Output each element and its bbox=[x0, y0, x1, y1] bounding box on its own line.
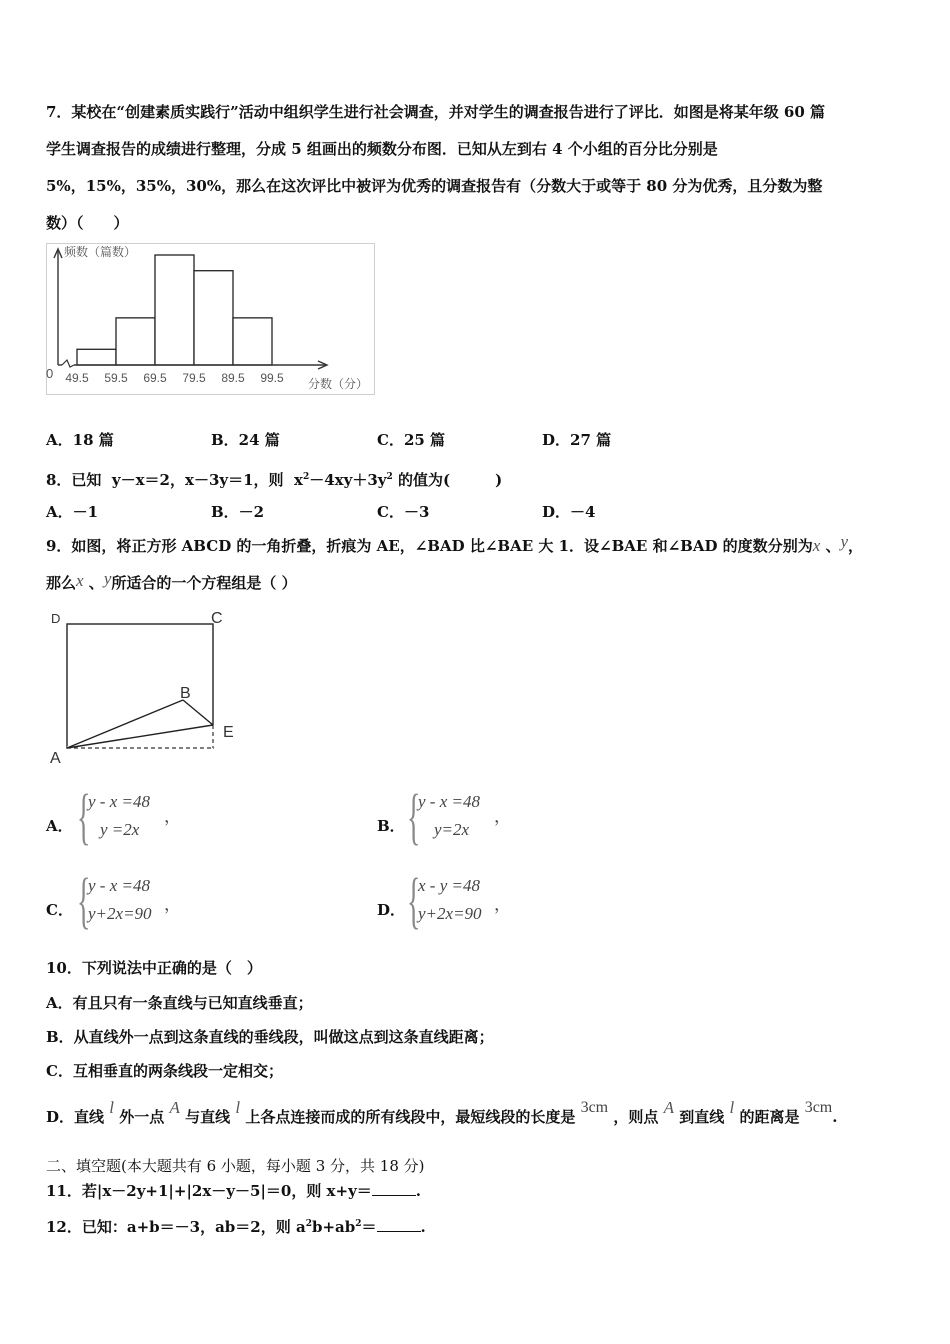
x-tick-label: 69.5 bbox=[143, 371, 167, 385]
q9-option-b-label: B． bbox=[377, 817, 405, 835]
x-tick-label: 59.5 bbox=[104, 371, 128, 385]
label-a: A bbox=[50, 750, 61, 767]
q11: 11．若|x－2y+1|+|2x－y－5|＝0，则 x+y＝ . bbox=[46, 1182, 422, 1200]
histogram-bar-89.5-99.5 bbox=[233, 318, 272, 365]
q9-option-c-brace: { bbox=[77, 867, 91, 935]
x-axis-label: 分数（分） bbox=[308, 377, 369, 391]
label-d: D bbox=[51, 611, 61, 626]
label-b: B bbox=[180, 685, 191, 702]
section-2-heading: 二、填空题(本大题共有 6 小题，每小题 3 分，共 18 分) bbox=[46, 1157, 425, 1175]
q9-option-c-eq2: y+2x=90 bbox=[88, 904, 152, 923]
x-tick-label: 99.5 bbox=[260, 371, 284, 385]
q12: 12．已知：a+b＝－3，ab＝2，则 $a^2b+ab^2=$ . bbox=[46, 1218, 426, 1236]
fold-line-ae bbox=[67, 725, 213, 748]
x-tick-label: 89.5 bbox=[221, 371, 245, 385]
axis-break bbox=[62, 360, 74, 367]
q10-option-c: C．互相垂直的两条线段一定相交； bbox=[46, 1062, 283, 1080]
x-tick-label: 79.5 bbox=[182, 371, 206, 385]
q10-option-d: D．直线 l 外一点 A 与直线 l 上各点连接而成的所有线段中，最短线段的长度是 3cm ，则点 A 到直线 l 的距离是 3cm. bbox=[46, 1098, 838, 1126]
histogram-bar-69.5-79.5 bbox=[155, 255, 194, 365]
q9-option-b-eq1: y - x =48 bbox=[418, 792, 480, 811]
q7-option-a: A．18 篇 bbox=[46, 431, 114, 449]
y-axis-label: 频数（篇数） bbox=[64, 245, 137, 259]
q7-line3: 5%，15%，35%，30%，那么在这次评比中被评为优秀的调查报告有（分数大于或等于 80 分为优秀，且分数为整 bbox=[46, 177, 823, 195]
q8-option-b: B．－2 bbox=[211, 503, 265, 521]
q7-line2: 学生调查报告的成绩进行整理，分成 5 组画出的频数分布图．已知从左到右 4 个小组的百分比分别是 bbox=[46, 140, 718, 158]
q9-option-d-eq1: x - y =48 bbox=[418, 876, 480, 895]
q9-option-c-tail: ， bbox=[164, 895, 181, 914]
histogram-bar-79.5-89.5 bbox=[194, 271, 233, 365]
q11-answer-blank[interactable] bbox=[372, 1181, 416, 1196]
q9-line2: 那么x 、y所适合的一个方程组是（ ） bbox=[46, 569, 297, 592]
q7-option-c: C．25 篇 bbox=[377, 431, 446, 449]
q12-answer-blank[interactable] bbox=[377, 1217, 421, 1232]
q10-option-a: A．有且只有一条直线与已知直线垂直； bbox=[46, 994, 313, 1012]
square-outline bbox=[67, 624, 213, 748]
q9-line1: 9．如图，将正方形 ABCD 的一角折叠，折痕为 AE，∠BAD 比∠BAE 大 1．设∠BAE 和∠BAD 的度数分别为x 、y， bbox=[46, 532, 864, 555]
q9-option-d-tail: ， bbox=[494, 895, 511, 914]
q9-option-b-tail: ， bbox=[494, 807, 511, 826]
q8-option-c: C．－3 bbox=[377, 503, 430, 521]
q9-option-d-eq2: y+2x=90 bbox=[418, 904, 482, 923]
label-e: E bbox=[223, 724, 234, 741]
q9-option-a-eq1: y - x =48 bbox=[88, 792, 150, 811]
folded-square-figure bbox=[46, 604, 246, 768]
q9-option-a-tail: ， bbox=[164, 807, 181, 826]
q9-option-a-label: A． bbox=[46, 817, 73, 835]
q8-stem: 8．已知 y－x＝2，x－3y＝1，则 $x^2-4xy+3y^2$ 的值为( ) bbox=[46, 471, 503, 489]
frequency-histogram bbox=[46, 243, 376, 396]
origin-label: 0 bbox=[46, 366, 54, 381]
histogram-bar-49.5-59.5 bbox=[77, 349, 116, 365]
q9-option-b-eq2: y=2x bbox=[434, 820, 470, 839]
segment-be bbox=[183, 700, 213, 725]
q10-option-b: B．从直线外一点到这条直线的垂线段，叫做这点到这条直线距离； bbox=[46, 1028, 494, 1046]
label-c: C bbox=[211, 610, 223, 627]
q7-option-d: D．27 篇 bbox=[542, 431, 612, 449]
x-tick-label: 49.5 bbox=[65, 371, 89, 385]
q9-option-a-eq2: y =2x bbox=[100, 820, 140, 839]
q9-option-d-label: D． bbox=[377, 901, 406, 919]
histogram-bar-59.5-69.5 bbox=[116, 318, 155, 365]
segment-ab bbox=[67, 700, 183, 748]
q9-option-c-eq1: y - x =48 bbox=[88, 876, 150, 895]
q9-option-a-brace: { bbox=[77, 783, 91, 851]
q7-line1: 7．某校在“创建素质实践行”活动中组织学生进行社会调查，并对学生的调查报告进行了评比．如图是将某年级 60 篇 bbox=[46, 103, 826, 121]
q8-option-a: A．－1 bbox=[46, 503, 99, 521]
q8-option-d: D．－4 bbox=[542, 503, 596, 521]
q10-stem: 10．下列说法中正确的是（ ） bbox=[46, 959, 262, 977]
q9-option-d-brace: { bbox=[407, 867, 421, 935]
q9-option-b-brace: { bbox=[407, 783, 421, 851]
q7-line4: 数）（ ） bbox=[46, 214, 129, 232]
q9-option-c-label: C． bbox=[46, 901, 73, 919]
q7-option-b: B．24 篇 bbox=[211, 431, 280, 449]
